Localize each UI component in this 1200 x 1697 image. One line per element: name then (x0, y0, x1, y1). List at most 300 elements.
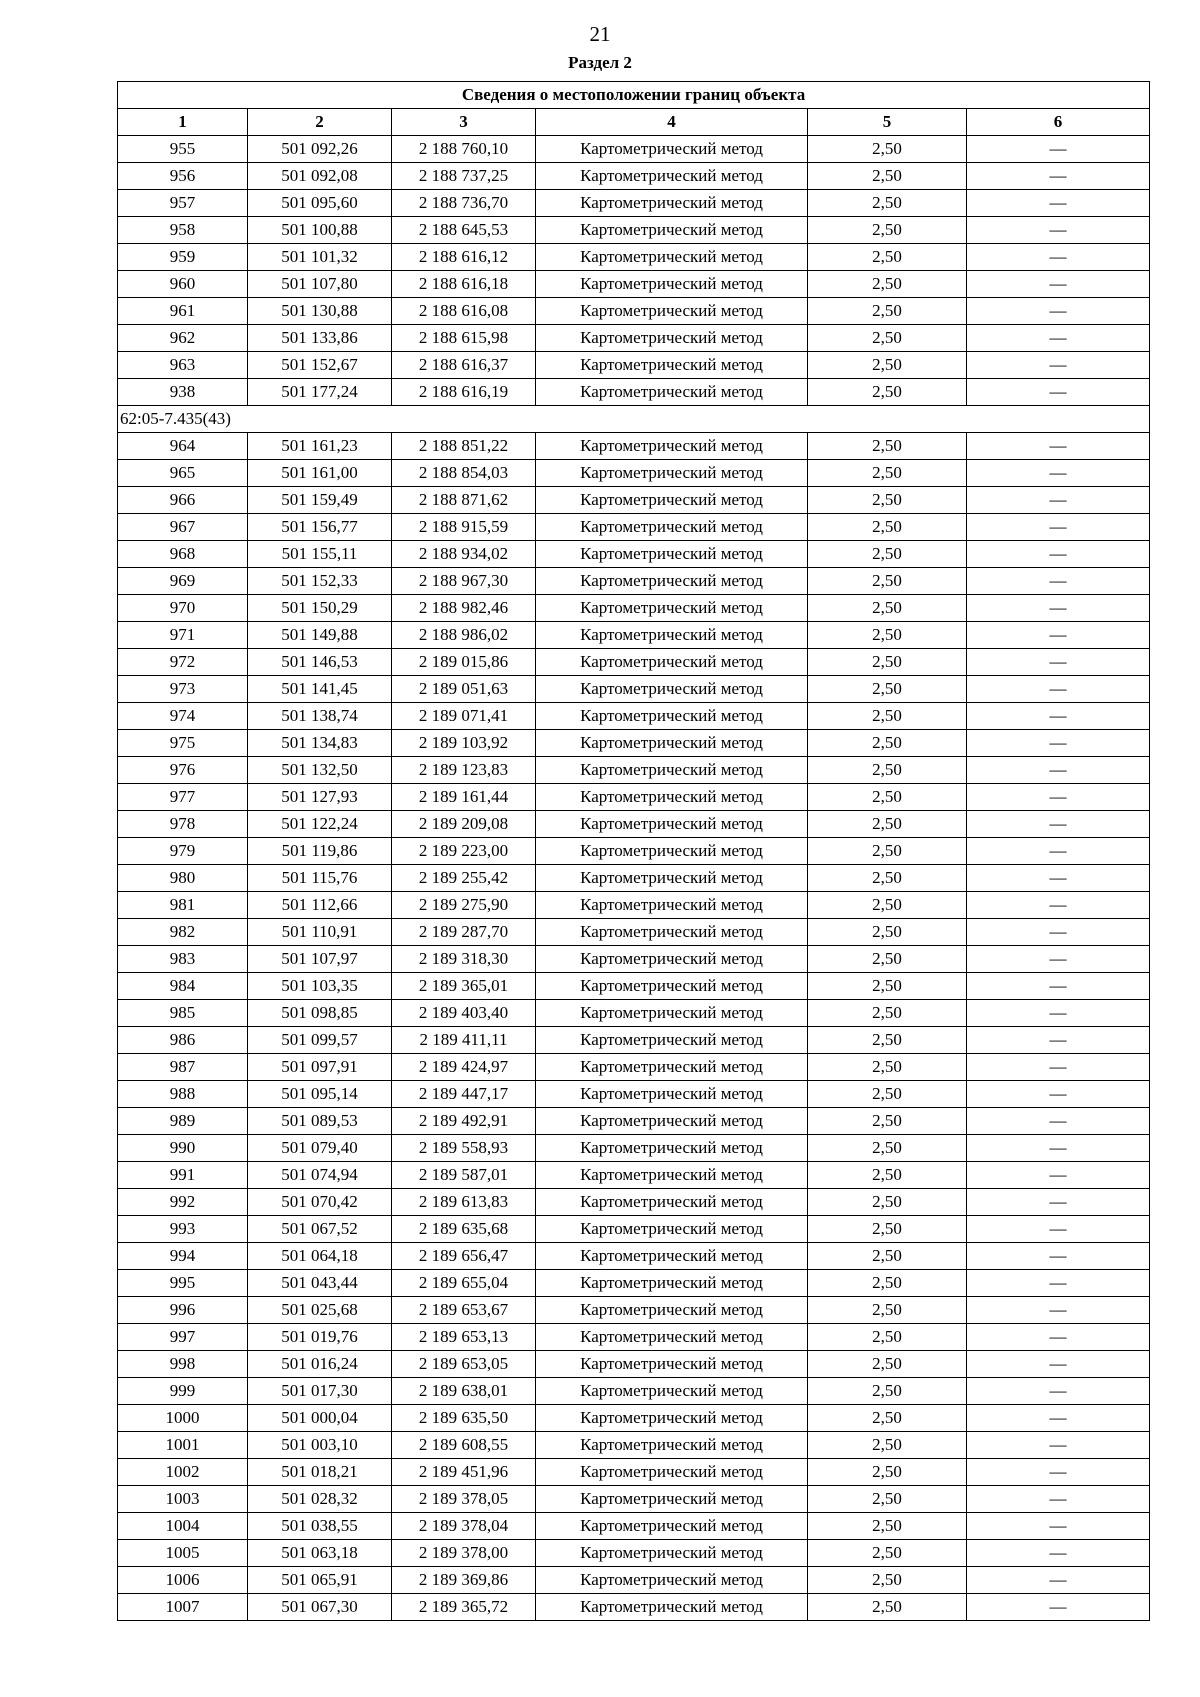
description-cell: — (967, 703, 1150, 730)
table-row (118, 1567, 1150, 1594)
description-cell: — (967, 298, 1150, 325)
y-coordinate-cell: 2 189 209,08 (392, 811, 536, 838)
method-cell: Картометрический метод (536, 1054, 808, 1081)
accuracy-cell: 2,50 (808, 676, 967, 703)
description-cell: — (967, 487, 1150, 514)
description-cell: — (967, 514, 1150, 541)
point-number-cell: 989 (118, 1108, 248, 1135)
y-coordinate-cell: 2 188 760,10 (392, 136, 536, 163)
table-row (118, 244, 1150, 271)
description-cell: — (967, 1108, 1150, 1135)
accuracy-cell: 2,50 (808, 433, 967, 460)
table-row (118, 1027, 1150, 1054)
point-number-cell: 1000 (118, 1405, 248, 1432)
description-cell: — (967, 217, 1150, 244)
accuracy-cell: 2,50 (808, 1351, 967, 1378)
y-coordinate-cell: 2 188 616,08 (392, 298, 536, 325)
method-cell: Картометрический метод (536, 1270, 808, 1297)
x-coordinate-cell: 501 101,32 (248, 244, 392, 271)
x-coordinate-cell: 501 132,50 (248, 757, 392, 784)
point-number-cell: 1007 (118, 1594, 248, 1621)
y-coordinate-cell: 2 189 051,63 (392, 676, 536, 703)
method-cell: Картометрический метод (536, 1243, 808, 1270)
x-coordinate-cell: 501 161,00 (248, 460, 392, 487)
point-number-cell: 982 (118, 919, 248, 946)
accuracy-cell: 2,50 (808, 1081, 967, 1108)
y-coordinate-cell: 2 189 653,67 (392, 1297, 536, 1324)
description-cell: — (967, 1135, 1150, 1162)
point-number-cell: 964 (118, 433, 248, 460)
point-number-cell: 962 (118, 325, 248, 352)
x-coordinate-cell: 501 112,66 (248, 892, 392, 919)
description-cell: — (967, 1540, 1150, 1567)
accuracy-cell: 2,50 (808, 757, 967, 784)
description-cell: — (967, 1405, 1150, 1432)
point-number-cell: 961 (118, 298, 248, 325)
description-cell: — (967, 244, 1150, 271)
table-row (118, 1405, 1150, 1432)
table-row (118, 973, 1150, 1000)
x-coordinate-cell: 501 025,68 (248, 1297, 392, 1324)
accuracy-cell: 2,50 (808, 1459, 967, 1486)
x-coordinate-cell: 501 067,52 (248, 1216, 392, 1243)
description-cell: — (967, 163, 1150, 190)
accuracy-cell: 2,50 (808, 1054, 967, 1081)
point-number-cell: 977 (118, 784, 248, 811)
y-coordinate-cell: 2 189 558,93 (392, 1135, 536, 1162)
x-coordinate-cell: 501 063,18 (248, 1540, 392, 1567)
column-header: 5 (808, 109, 967, 136)
y-coordinate-cell: 2 189 123,83 (392, 757, 536, 784)
table-row (118, 325, 1150, 352)
description-cell: — (967, 919, 1150, 946)
method-cell: Картометрический метод (536, 244, 808, 271)
accuracy-cell: 2,50 (808, 163, 967, 190)
x-coordinate-cell: 501 177,24 (248, 379, 392, 406)
point-number-cell: 987 (118, 1054, 248, 1081)
x-coordinate-cell: 501 152,67 (248, 352, 392, 379)
accuracy-cell: 2,50 (808, 892, 967, 919)
method-cell: Картометрический метод (536, 136, 808, 163)
accuracy-cell: 2,50 (808, 1297, 967, 1324)
table-row (118, 1594, 1150, 1621)
accuracy-cell: 2,50 (808, 1270, 967, 1297)
description-cell: — (967, 379, 1150, 406)
y-coordinate-cell: 2 189 103,92 (392, 730, 536, 757)
y-coordinate-cell: 2 189 653,13 (392, 1324, 536, 1351)
description-cell: — (967, 1378, 1150, 1405)
description-cell: — (967, 1567, 1150, 1594)
accuracy-cell: 2,50 (808, 190, 967, 217)
accuracy-cell: 2,50 (808, 1405, 967, 1432)
y-coordinate-cell: 2 188 982,46 (392, 595, 536, 622)
method-cell: Картометрический метод (536, 433, 808, 460)
y-coordinate-cell: 2 188 616,37 (392, 352, 536, 379)
description-cell: — (967, 1324, 1150, 1351)
accuracy-cell: 2,50 (808, 1243, 967, 1270)
accuracy-cell: 2,50 (808, 946, 967, 973)
point-number-cell: 974 (118, 703, 248, 730)
y-coordinate-cell: 2 189 318,30 (392, 946, 536, 973)
description-cell: — (967, 190, 1150, 217)
x-coordinate-cell: 501 070,42 (248, 1189, 392, 1216)
point-number-cell: 1006 (118, 1567, 248, 1594)
table-row (118, 541, 1150, 568)
method-cell: Картометрический метод (536, 1378, 808, 1405)
method-cell: Картометрический метод (536, 1351, 808, 1378)
point-number-cell: 986 (118, 1027, 248, 1054)
table-row (118, 1189, 1150, 1216)
table-row (118, 730, 1150, 757)
y-coordinate-cell: 2 189 161,44 (392, 784, 536, 811)
method-cell: Картометрический метод (536, 190, 808, 217)
x-coordinate-cell: 501 043,44 (248, 1270, 392, 1297)
method-cell: Картометрический метод (536, 352, 808, 379)
column-header: 1 (118, 109, 248, 136)
table-row (118, 514, 1150, 541)
x-coordinate-cell: 501 019,76 (248, 1324, 392, 1351)
point-number-cell: 978 (118, 811, 248, 838)
point-number-cell: 970 (118, 595, 248, 622)
method-cell: Картометрический метод (536, 919, 808, 946)
point-number-cell: 973 (118, 676, 248, 703)
accuracy-cell: 2,50 (808, 244, 967, 271)
x-coordinate-cell: 501 092,08 (248, 163, 392, 190)
method-cell: Картометрический метод (536, 1567, 808, 1594)
description-cell: — (967, 865, 1150, 892)
x-coordinate-cell: 501 146,53 (248, 649, 392, 676)
method-cell: Картометрический метод (536, 973, 808, 1000)
table-caption: Сведения о местоположении границ объекта (118, 82, 1150, 109)
x-coordinate-cell: 501 127,93 (248, 784, 392, 811)
accuracy-cell: 2,50 (808, 973, 967, 1000)
accuracy-cell: 2,50 (808, 1108, 967, 1135)
table-row (118, 298, 1150, 325)
point-number-cell: 968 (118, 541, 248, 568)
method-cell: Картометрический метод (536, 541, 808, 568)
table-row (118, 919, 1150, 946)
point-number-cell: 1004 (118, 1513, 248, 1540)
point-number-cell: 972 (118, 649, 248, 676)
method-cell: Картометрический метод (536, 892, 808, 919)
table-row (118, 1135, 1150, 1162)
method-cell: Картометрический метод (536, 325, 808, 352)
accuracy-cell: 2,50 (808, 784, 967, 811)
point-number-cell: 975 (118, 730, 248, 757)
accuracy-cell: 2,50 (808, 541, 967, 568)
point-number-cell: 965 (118, 460, 248, 487)
point-number-cell: 938 (118, 379, 248, 406)
method-cell: Картометрический метод (536, 1162, 808, 1189)
accuracy-cell: 2,50 (808, 1540, 967, 1567)
point-number-cell: 969 (118, 568, 248, 595)
description-cell: — (967, 1243, 1150, 1270)
x-coordinate-cell: 501 016,24 (248, 1351, 392, 1378)
point-number-cell: 998 (118, 1351, 248, 1378)
table-row (118, 190, 1150, 217)
accuracy-cell: 2,50 (808, 514, 967, 541)
table-row (118, 1540, 1150, 1567)
description-cell: — (967, 892, 1150, 919)
description-cell: — (967, 1432, 1150, 1459)
description-cell: — (967, 1513, 1150, 1540)
y-coordinate-cell: 2 189 638,01 (392, 1378, 536, 1405)
point-number-cell: 999 (118, 1378, 248, 1405)
y-coordinate-cell: 2 189 587,01 (392, 1162, 536, 1189)
table-row (118, 1162, 1150, 1189)
description-cell: — (967, 622, 1150, 649)
y-coordinate-cell: 2 189 378,04 (392, 1513, 536, 1540)
column-header: 6 (967, 109, 1150, 136)
accuracy-cell: 2,50 (808, 919, 967, 946)
table-row (118, 352, 1150, 379)
method-cell: Картометрический метод (536, 703, 808, 730)
point-number-cell: 963 (118, 352, 248, 379)
x-coordinate-cell: 501 159,49 (248, 487, 392, 514)
description-cell: — (967, 1459, 1150, 1486)
y-coordinate-cell: 2 188 915,59 (392, 514, 536, 541)
table-row (118, 1459, 1150, 1486)
x-coordinate-cell: 501 156,77 (248, 514, 392, 541)
description-cell: — (967, 1351, 1150, 1378)
table-row (118, 892, 1150, 919)
y-coordinate-cell: 2 189 447,17 (392, 1081, 536, 1108)
x-coordinate-cell: 501 110,91 (248, 919, 392, 946)
description-cell: — (967, 1297, 1150, 1324)
method-cell: Картометрический метод (536, 1540, 808, 1567)
table-row (118, 1486, 1150, 1513)
table-row (118, 1378, 1150, 1405)
y-coordinate-cell: 2 189 653,05 (392, 1351, 536, 1378)
accuracy-cell: 2,50 (808, 1216, 967, 1243)
y-coordinate-cell: 2 188 616,12 (392, 244, 536, 271)
x-coordinate-cell: 501 065,91 (248, 1567, 392, 1594)
point-number-cell: 995 (118, 1270, 248, 1297)
point-number-cell: 980 (118, 865, 248, 892)
table-row (118, 1513, 1150, 1540)
accuracy-cell: 2,50 (808, 649, 967, 676)
x-coordinate-cell: 501 152,33 (248, 568, 392, 595)
table-row (118, 1108, 1150, 1135)
table-row (118, 379, 1150, 406)
x-coordinate-cell: 501 115,76 (248, 865, 392, 892)
method-cell: Картометрический метод (536, 811, 808, 838)
x-coordinate-cell: 501 074,94 (248, 1162, 392, 1189)
method-cell: Картометрический метод (536, 1081, 808, 1108)
description-cell: — (967, 1162, 1150, 1189)
point-number-cell: 1002 (118, 1459, 248, 1486)
method-cell: Картометрический метод (536, 460, 808, 487)
y-coordinate-cell: 2 188 616,19 (392, 379, 536, 406)
description-cell: — (967, 1486, 1150, 1513)
accuracy-cell: 2,50 (808, 379, 967, 406)
description-cell: — (967, 676, 1150, 703)
method-cell: Картометрический метод (536, 1189, 808, 1216)
x-coordinate-cell: 501 038,55 (248, 1513, 392, 1540)
method-cell: Картометрический метод (536, 946, 808, 973)
accuracy-cell: 2,50 (808, 298, 967, 325)
accuracy-cell: 2,50 (808, 1027, 967, 1054)
point-number-cell: 971 (118, 622, 248, 649)
method-cell: Картометрический метод (536, 487, 808, 514)
description-cell: — (967, 1216, 1150, 1243)
description-cell: — (967, 1027, 1150, 1054)
point-number-cell: 1001 (118, 1432, 248, 1459)
point-number-cell: 1003 (118, 1486, 248, 1513)
y-coordinate-cell: 2 189 071,41 (392, 703, 536, 730)
y-coordinate-cell: 2 188 854,03 (392, 460, 536, 487)
column-header: 3 (392, 109, 536, 136)
method-cell: Картометрический метод (536, 838, 808, 865)
y-coordinate-cell: 2 189 635,68 (392, 1216, 536, 1243)
y-coordinate-cell: 2 189 403,40 (392, 1000, 536, 1027)
y-coordinate-cell: 2 189 411,11 (392, 1027, 536, 1054)
column-header: 4 (536, 109, 808, 136)
method-cell: Картометрический метод (536, 1324, 808, 1351)
table-row (118, 784, 1150, 811)
point-number-cell: 988 (118, 1081, 248, 1108)
description-cell: — (967, 649, 1150, 676)
accuracy-cell: 2,50 (808, 460, 967, 487)
point-number-cell: 983 (118, 946, 248, 973)
table-row (118, 460, 1150, 487)
method-cell: Картометрический метод (536, 622, 808, 649)
accuracy-cell: 2,50 (808, 1000, 967, 1027)
accuracy-cell: 2,50 (808, 595, 967, 622)
y-coordinate-cell: 2 189 655,04 (392, 1270, 536, 1297)
x-coordinate-cell: 501 099,57 (248, 1027, 392, 1054)
method-cell: Картометрический метод (536, 1108, 808, 1135)
table-row (118, 865, 1150, 892)
table-row (118, 1081, 1150, 1108)
description-cell: — (967, 838, 1150, 865)
point-number-cell: 994 (118, 1243, 248, 1270)
table-row (118, 757, 1150, 784)
method-cell: Картометрический метод (536, 514, 808, 541)
method-cell: Картометрический метод (536, 379, 808, 406)
x-coordinate-cell: 501 018,21 (248, 1459, 392, 1486)
point-number-cell: 966 (118, 487, 248, 514)
y-coordinate-cell: 2 188 645,53 (392, 217, 536, 244)
x-coordinate-cell: 501 092,26 (248, 136, 392, 163)
accuracy-cell: 2,50 (808, 487, 967, 514)
x-coordinate-cell: 501 079,40 (248, 1135, 392, 1162)
description-cell: — (967, 730, 1150, 757)
table-row (118, 1054, 1150, 1081)
accuracy-cell: 2,50 (808, 730, 967, 757)
description-cell: — (967, 325, 1150, 352)
accuracy-cell: 2,50 (808, 838, 967, 865)
accuracy-cell: 2,50 (808, 1324, 967, 1351)
table-row (118, 163, 1150, 190)
description-cell: — (967, 973, 1150, 1000)
point-number-cell: 956 (118, 163, 248, 190)
y-coordinate-cell: 2 188 967,30 (392, 568, 536, 595)
method-cell: Картометрический метод (536, 1135, 808, 1162)
method-cell: Картометрический метод (536, 1027, 808, 1054)
y-coordinate-cell: 2 188 934,02 (392, 541, 536, 568)
method-cell: Картометрический метод (536, 1297, 808, 1324)
accuracy-cell: 2,50 (808, 271, 967, 298)
method-cell: Картометрический метод (536, 1432, 808, 1459)
method-cell: Картометрический метод (536, 784, 808, 811)
x-coordinate-cell: 501 150,29 (248, 595, 392, 622)
accuracy-cell: 2,50 (808, 1513, 967, 1540)
description-cell: — (967, 946, 1150, 973)
table-row (118, 946, 1150, 973)
x-coordinate-cell: 501 149,88 (248, 622, 392, 649)
table-row (118, 1297, 1150, 1324)
point-number-cell: 997 (118, 1324, 248, 1351)
table-row (118, 568, 1150, 595)
accuracy-cell: 2,50 (808, 703, 967, 730)
point-number-cell: 990 (118, 1135, 248, 1162)
table-row (118, 1351, 1150, 1378)
x-coordinate-cell: 501 161,23 (248, 433, 392, 460)
y-coordinate-cell: 2 189 613,83 (392, 1189, 536, 1216)
accuracy-cell: 2,50 (808, 1432, 967, 1459)
accuracy-cell: 2,50 (808, 568, 967, 595)
x-coordinate-cell: 501 098,85 (248, 1000, 392, 1027)
x-coordinate-cell: 501 097,91 (248, 1054, 392, 1081)
x-coordinate-cell: 501 095,14 (248, 1081, 392, 1108)
accuracy-cell: 2,50 (808, 1594, 967, 1621)
accuracy-cell: 2,50 (808, 1567, 967, 1594)
accuracy-cell: 2,50 (808, 1135, 967, 1162)
description-cell: — (967, 271, 1150, 298)
method-cell: Картометрический метод (536, 676, 808, 703)
y-coordinate-cell: 2 188 737,25 (392, 163, 536, 190)
description-cell: — (967, 1000, 1150, 1027)
description-cell: — (967, 811, 1150, 838)
accuracy-cell: 2,50 (808, 352, 967, 379)
column-header: 2 (248, 109, 392, 136)
boundary-coordinates-table (117, 81, 1150, 1621)
table-row (118, 676, 1150, 703)
description-cell: — (967, 541, 1150, 568)
point-number-cell: 996 (118, 1297, 248, 1324)
method-cell: Картометрический метод (536, 865, 808, 892)
method-cell: Картометрический метод (536, 730, 808, 757)
table-row (118, 1324, 1150, 1351)
point-number-cell: 967 (118, 514, 248, 541)
description-cell: — (967, 568, 1150, 595)
point-number-cell: 957 (118, 190, 248, 217)
table-body (118, 136, 1150, 1621)
point-number-cell: 981 (118, 892, 248, 919)
group-label: 62:05-7.435(43) (118, 406, 1150, 433)
y-coordinate-cell: 2 189 608,55 (392, 1432, 536, 1459)
method-cell: Картометрический метод (536, 1405, 808, 1432)
x-coordinate-cell: 501 130,88 (248, 298, 392, 325)
accuracy-cell: 2,50 (808, 325, 967, 352)
table-row (118, 136, 1150, 163)
y-coordinate-cell: 2 189 656,47 (392, 1243, 536, 1270)
accuracy-cell: 2,50 (808, 811, 967, 838)
table-row (118, 433, 1150, 460)
y-coordinate-cell: 2 189 255,42 (392, 865, 536, 892)
table-row (118, 649, 1150, 676)
y-coordinate-cell: 2 189 369,86 (392, 1567, 536, 1594)
table-row (118, 271, 1150, 298)
y-coordinate-cell: 2 188 851,22 (392, 433, 536, 460)
table-row (118, 622, 1150, 649)
description-cell: — (967, 136, 1150, 163)
point-number-cell: 960 (118, 271, 248, 298)
column-number-row (118, 109, 1150, 136)
method-cell: Картометрический метод (536, 1594, 808, 1621)
method-cell: Картометрический метод (536, 163, 808, 190)
